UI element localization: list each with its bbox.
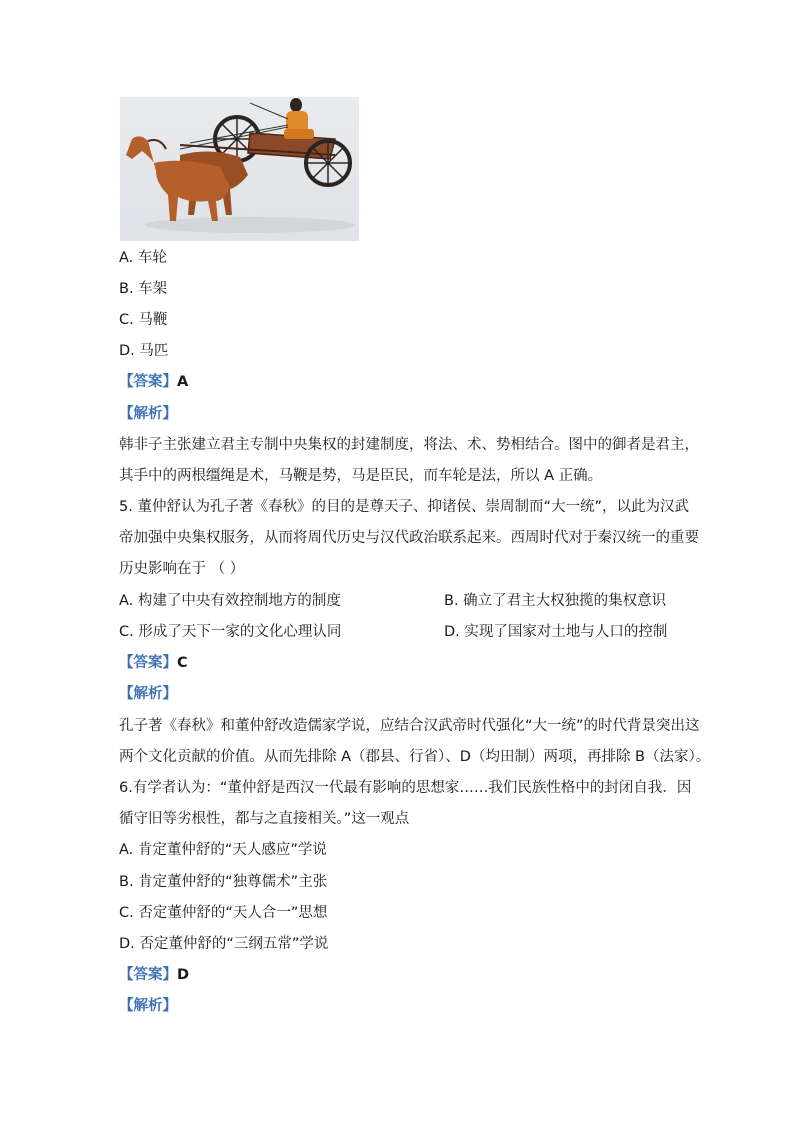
q5-stem-line-3: 历史影响在于 （ ） — [119, 561, 245, 577]
answer-tag: 【答案】 — [119, 374, 177, 390]
q6-option-b: B. 肯定董仲舒的“独尊儒术”主张 — [119, 874, 328, 890]
q4-option-b: B. 车架 — [119, 281, 168, 297]
q5-answer-row — [119, 653, 188, 673]
q5-option-d: D. 实现了国家对土地与人口的控制 — [444, 624, 668, 640]
q4-option-d: D. 马匹 — [119, 343, 169, 359]
q5-stem-line-2: 帝加强中央集权服务，从而将周代历史与汉代政治联系起来。西周时代对于秦汉统一的重要 — [119, 530, 699, 546]
analysis-tag: 【解析】 — [119, 686, 177, 702]
q4-option-c: C. 马鞭 — [119, 312, 168, 328]
q5-answer: C — [177, 655, 188, 671]
q4-answer: A — [177, 374, 189, 390]
q6-option-d: D. 否定董仲舒的“三纲五常”学说 — [119, 936, 329, 952]
answer-tag: 【答案】 — [119, 967, 177, 983]
q5-stem-line-1: 5. 董仲舒认为孔子著《春秋》的目的是尊天子、抑诸侯、崇周制而“大一统”，以此为汉武 — [119, 499, 689, 515]
q6-option-a: A. 肯定董仲舒的“天人感应”学说 — [119, 842, 327, 858]
q6-answer-row — [119, 965, 189, 985]
q4-analysis-line-1: 韩非子主张建立君主专制中央集权的封建制度，将法、术、势相结合。图中的御者是君主， — [119, 437, 699, 453]
q6-answer: D — [177, 967, 190, 983]
chariot-drawing — [120, 97, 359, 241]
q5-option-c: C. 形成了天下一家的文化心理认同 — [119, 624, 342, 640]
q4-analysis-tag — [119, 404, 177, 424]
analysis-tag: 【解析】 — [119, 406, 177, 422]
q5-analysis-tag — [119, 684, 177, 704]
chariot-illustration — [120, 97, 359, 241]
q6-stem-line-2: 循守旧等劣根性，都与之直接相关。”这一观点 — [119, 811, 410, 827]
q6-option-c: C. 否定董仲舒的“天人合一”思想 — [119, 905, 328, 921]
q5-analysis-line-2: 两个文化贡献的价值。从而先排除 A（郡县、行省）、D（均田制）两项，再排除 B（法家）。 — [119, 749, 711, 765]
q4-analysis-line-2: 其手中的两根缰绳是术，马鞭是势，马是臣民，而车轮是法，所以 A 正确。 — [119, 468, 603, 484]
q4-option-a: A. 车轮 — [119, 250, 167, 266]
q6-analysis-tag — [119, 996, 177, 1016]
q4-answer-row — [119, 372, 188, 392]
answer-tag: 【答案】 — [119, 655, 177, 671]
q5-option-a: A. 构建了中央有效控制地方的制度 — [119, 593, 341, 609]
q6-stem-line-1: 6.有学者认为：“董仲舒是西汉一代最有影响的思想家……我们民族性格中的封闭自我．因 — [119, 780, 692, 796]
q5-analysis-line-1: 孔子著《春秋》和董仲舒改造儒家学说，应结合汉武帝时代强化“大一统”的时代背景突出这 — [119, 718, 700, 734]
q5-option-b: B. 确立了君主大权独揽的集权意识 — [444, 593, 667, 609]
analysis-tag: 【解析】 — [119, 998, 177, 1014]
